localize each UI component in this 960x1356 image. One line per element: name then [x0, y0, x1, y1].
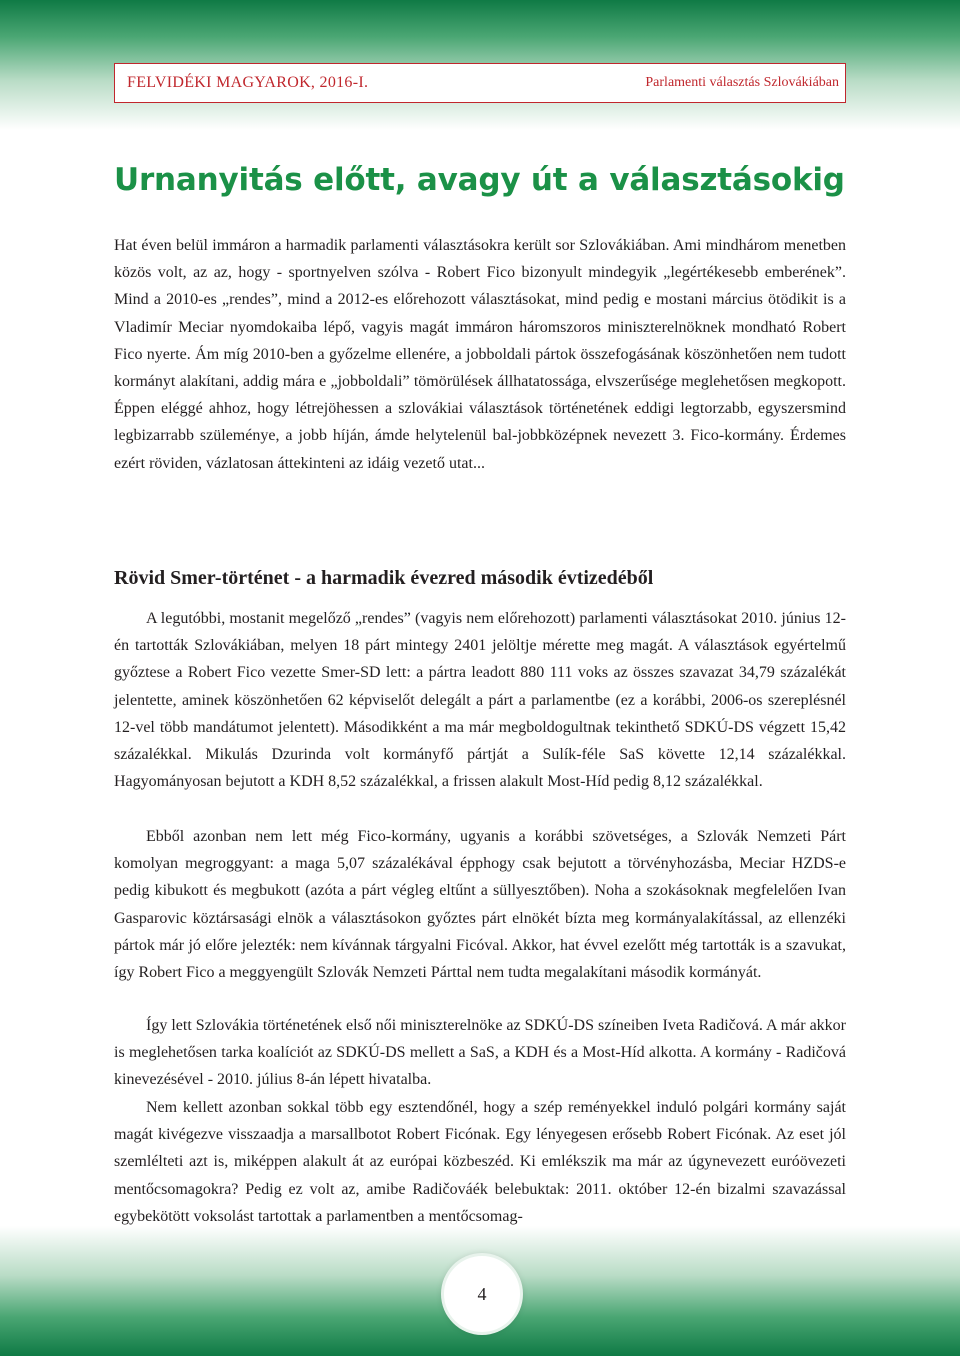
article-title: Urnanyitás előtt, avagy út a választásokig [114, 162, 845, 198]
body-paragraph: A legutóbbi, mostanit megelőző „rendes” (vagyis nem előrehozott) parlamenti választásokat 2010. június 12-én tartották Szlovákiában, melyen 18 párt mintegy 2401 jelöltje mérette meg magát. A választások egyértelmű győztese a Robert Fico vezette Smer-SD lett: a pártra leadott 880 111 voks az összes szavazat 34,79 százalékát jelentette, aminek köszönhetően 62 képviselőt delegált a párt a parlamentbe (ez a korábbi, 2006-os szereplésnél 12-vel több mandátumot jelentett). Másodikként a ma már megboldogultnak tekinthető SDKÚ-DS végzett 15,42 százalékkal. Mikulás Dzurinda volt kormányfő pártját a Sulík-féle SaS követte 12,14 százalékkal. Hagyományosan bejutott a KDH 8,52 százalékkal, a frissen alakult Most-Híd pedig 8,12 százalékkal. [114, 610, 846, 791]
journal-issue-label: FELVIDÉKI MAGYAROK, 2016-I. [127, 74, 369, 91]
page-number-badge [444, 1256, 520, 1332]
body-paragraph: Nem kellett azonban sokkal több egy esztendőnél, hogy a szép reményekkel induló polgári kormány saját magát kivégezve visszaadja a marsallbotot Robert Ficónak. Egy lényegesen erősebb Robert Ficónak. Az eset jól szemlélteti azt is, miképpen alakult át az európai közbeszéd. Ki emlékszik ma már az úgynevezett euróövezeti mentőcsomagokra? Pedig ez volt az, amibe Radičováék belebuktak: 2011. október 12-én bizalmi szavazással egybekötött voksolást tartottak a parlamentben a mentőcsomag- [114, 1099, 846, 1225]
page-number: 4 [477, 1283, 487, 1304]
section-label: Parlamenti választás Szlovákiában [645, 75, 839, 90]
body-paragraph: Így lett Szlovákia történetének első női miniszterelnöke az SDKÚ-DS színeiben Iveta Radičová. A már akkor is meglehetősen tarka koalíciót az SDKÚ-DS mellett a SaS, a KDH és a Most-Híd alkotta. A kormány - Radičová kinevezésével - 2010. július 8-án lépett hivatalba. [114, 1017, 846, 1089]
running-header [114, 63, 846, 103]
intro-paragraph: Hat éven belül immáron a harmadik parlamenti választásokra került sor Szlovákiában. Ami mindhárom menetben közös volt, az az, hogy - sportnyelven szólva - Robert Fico bizonyult mindegyik „legértékesebb emberének”. Mind a 2010-es „rendes”, mind a 2012-es előrehozott választásokat, mind pedig e mostani március ötödikit is a Vladimír Meciar nyomdokaiba lépő, vagyis magát immáron háromszoros miniszterelnöknek mondható Robert Fico nyerte. Ám míg 2010-ben a győzelme ellenére, a jobboldali pártok összefogásának köszönhetően nem tudott kormányt alakítani, addig mára e „jobboldali” tömörülések állhatatossága, elvszerűsége meglehetősen megkopott. Éppen eléggé ahhoz, hogy létrejöhessen a szlovákiai választások történetének eddigi legtorzabb, egyszersmind legbizarrabb szüleménye, a jobb híján, ámde helytelenül bal-jobbközépnek nevezett 3. Fico-kormány. Érdemes ezért röviden, vázlatosan áttekinteni az idáig vezető utat... [114, 237, 846, 472]
section-heading: Rövid Smer-történet - a harmadik évezred második évtizedéből [114, 567, 654, 589]
body-paragraph: Ebből azonban nem lett még Fico-kormány, ugyanis a korábbi szövetséges, a Szlovák Nemzeti Párt komolyan megroggyant: a maga 5,07 százalékával épphogy csak bejutott a törvényhozásba, Meciar HZDS-e pedig kibukott és megbukott (azóta a párt végleg eltűnt a süllyesztőben). Noha a szokásoknak megfelelően Ivan Gasparovic köztársasági elnök a választásokon győztes párt elnökét bízta meg kormányalakítással, az ellenzéki pártok már jó előre jelezték: nem kívánnak tárgyalni Ficóval. Akkor, hat évvel ezelőtt még tartották is a szavukat, így Robert Fico a meggyengült Szlovák Nemzeti Párttal nem tudta megalakítani második kormányát. [114, 828, 846, 982]
